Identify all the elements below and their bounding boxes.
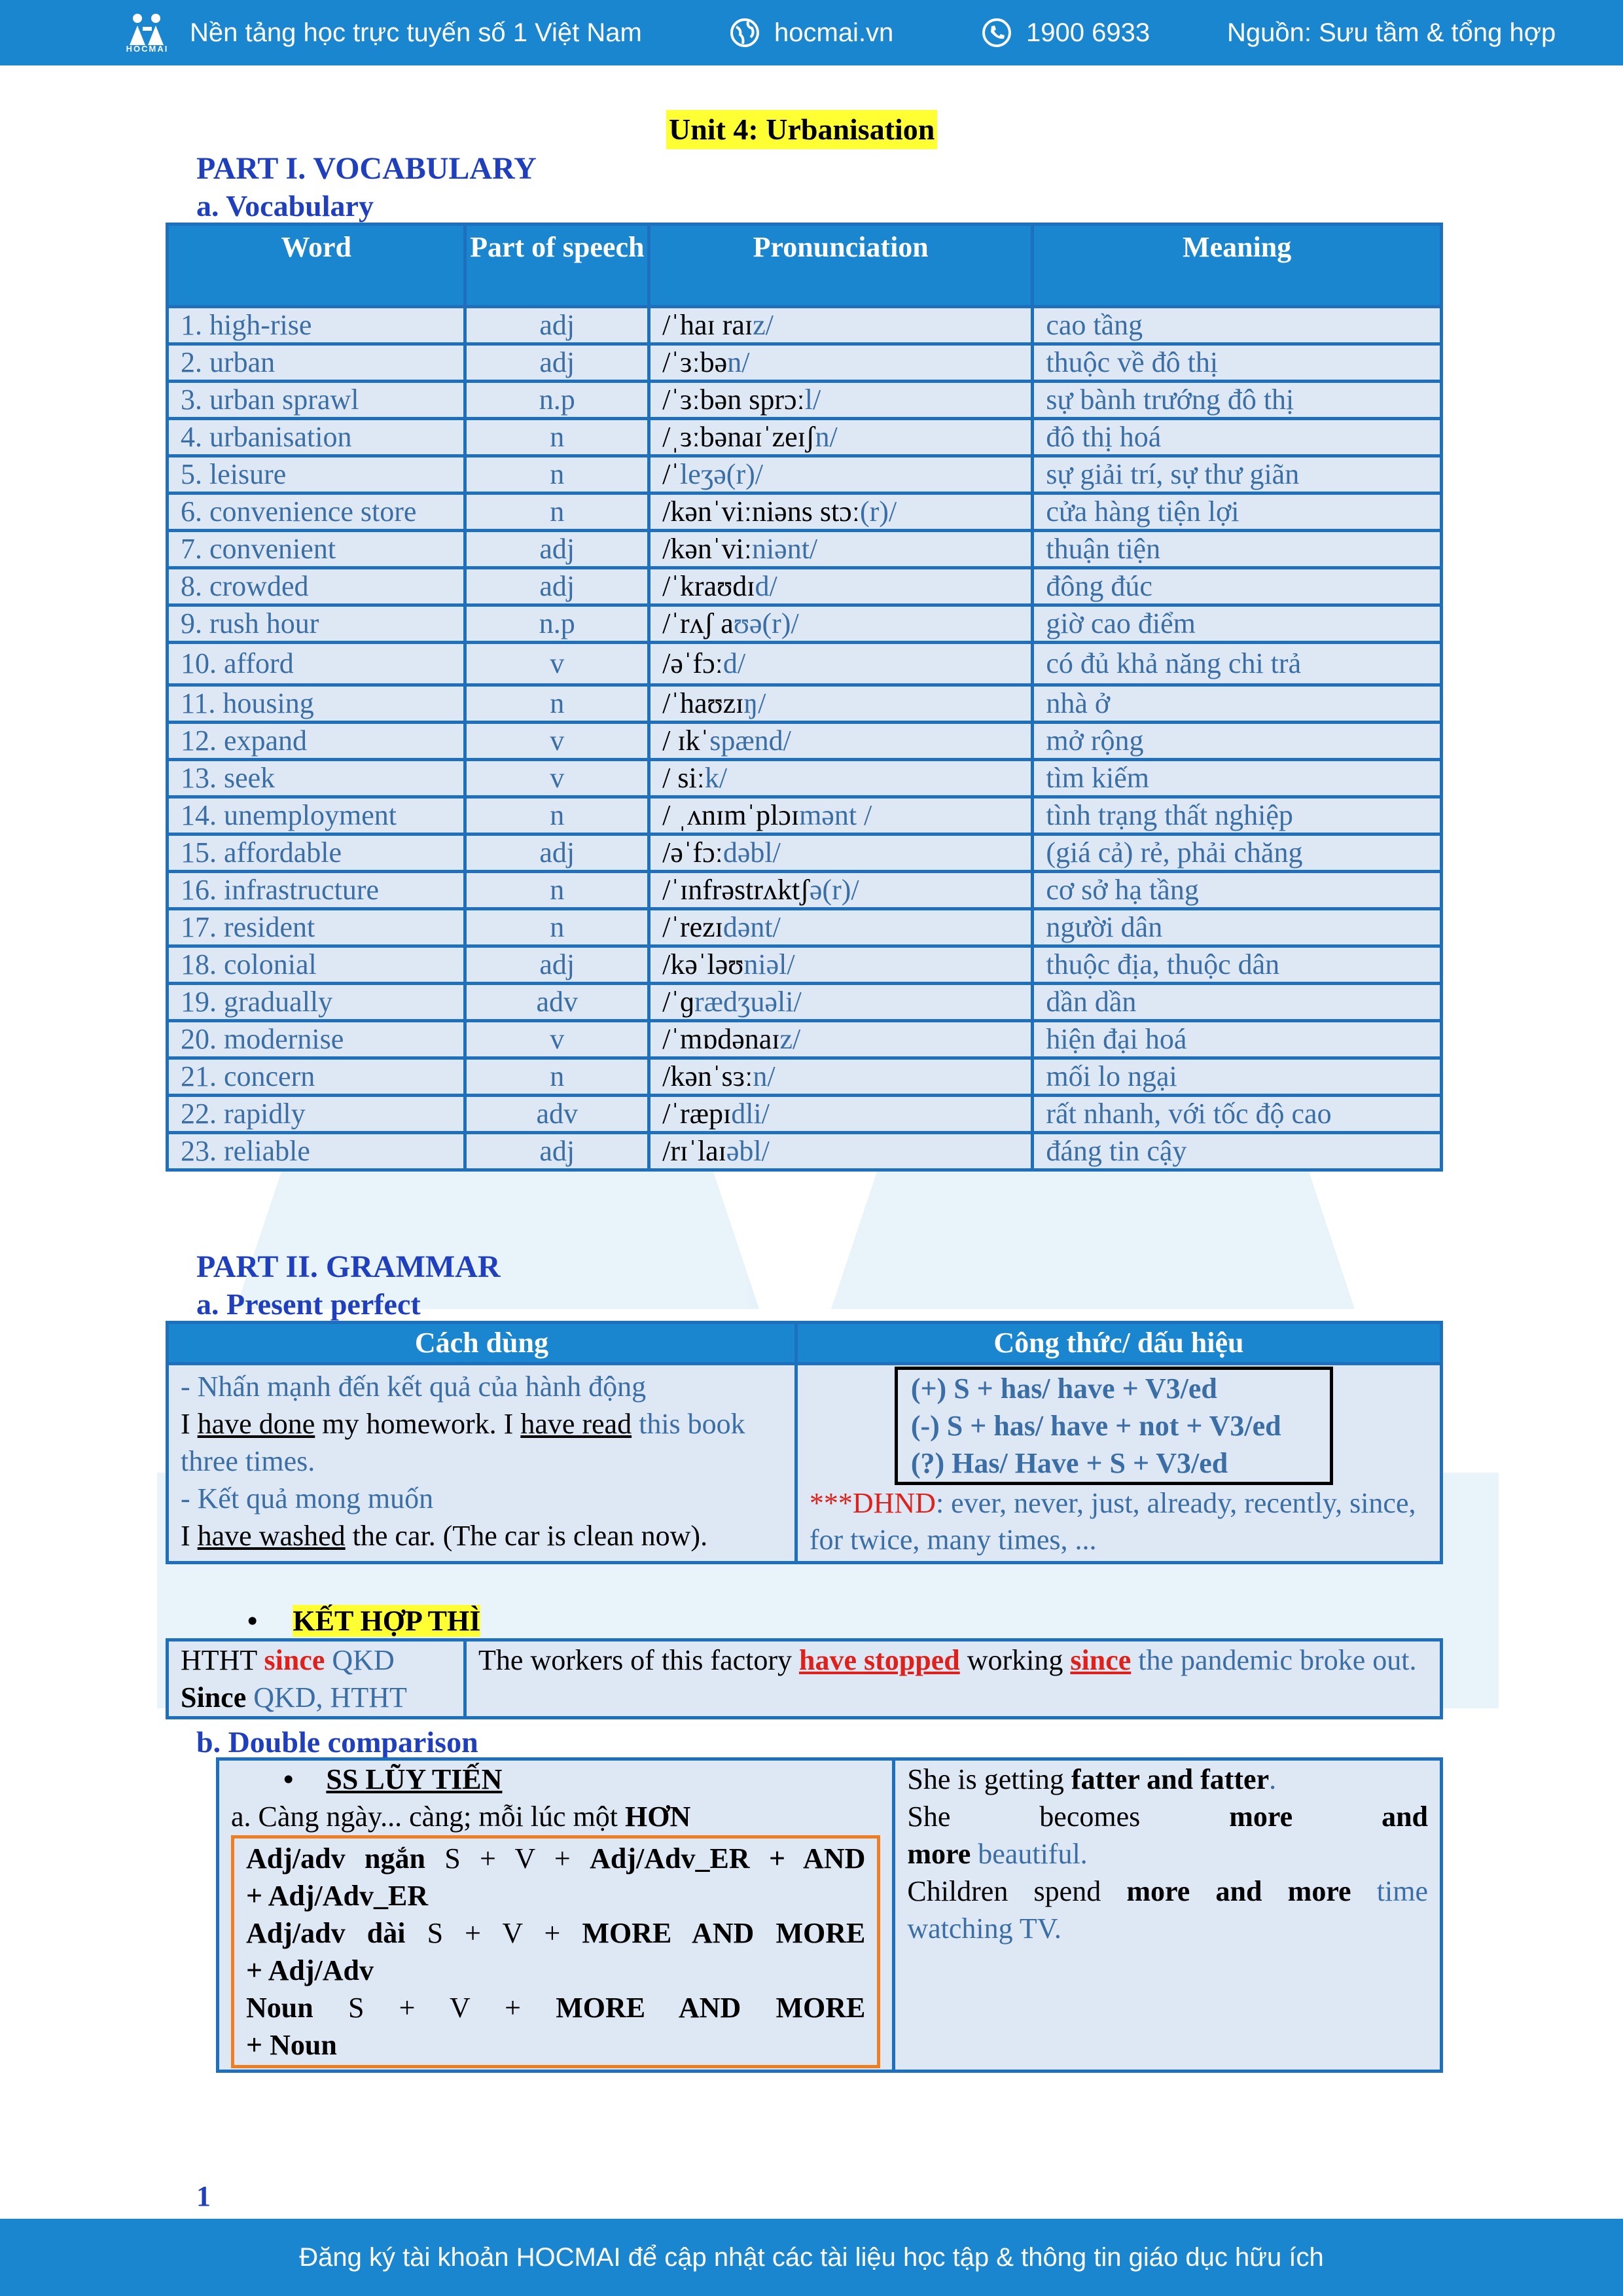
formula-text: S + V + — [405, 1917, 582, 1949]
combine-heading-text: KẾT HỢP THÌ — [293, 1605, 481, 1637]
meaning-cell: rất nhanh, với tốc độ cao — [1033, 1096, 1442, 1133]
meaning-cell: hiện đại hoá — [1033, 1021, 1442, 1058]
pronunciation-cell — [649, 605, 1033, 643]
pron-part: l/ — [804, 384, 821, 416]
combo-rule-2 — [181, 1679, 452, 1716]
combo-rule-1 — [181, 1641, 452, 1679]
meaning-cell: cửa hàng tiện lợi — [1033, 493, 1442, 531]
table-header-row — [168, 1323, 1442, 1364]
combo-rule-cell — [168, 1640, 465, 1718]
word-cell: 15. affordable — [168, 834, 465, 872]
ex-verb: have read — [520, 1408, 632, 1440]
formula-label: Noun — [246, 1992, 313, 2024]
word-cell: 6. convenience store — [168, 493, 465, 531]
table-row — [168, 797, 1442, 834]
table-row — [168, 1058, 1442, 1096]
pron-part: /kənˈsɜː — [662, 1060, 753, 1092]
rule-text: HTHT — [181, 1644, 264, 1676]
formula-question: (?) Has/ Have + S + V3/ed — [910, 1447, 1228, 1479]
word-cell: 13. seek — [168, 760, 465, 797]
word-cell: 2. urban — [168, 344, 465, 382]
pronunciation-cell — [649, 797, 1033, 834]
word-cell: 14. unemployment — [168, 797, 465, 834]
pron-part: /əˈfɔː — [662, 647, 723, 679]
top-banner — [0, 0, 1623, 65]
combo-example-cell — [465, 1640, 1442, 1718]
table-row — [168, 946, 1442, 984]
def-text: a. Càng ngày... càng; mỗi lúc một — [231, 1801, 626, 1833]
col-header-meaning: Meaning — [1033, 224, 1442, 307]
pos-cell: adj — [465, 307, 649, 344]
meaning-cell: có đủ khả năng chi trả — [1033, 643, 1442, 685]
pron-part: /ˈɪnfrəstrʌktʃ — [662, 874, 810, 906]
pron-part: mənt / — [799, 799, 872, 831]
word-cell: 9. rush hour — [168, 605, 465, 643]
spacer — [907, 1947, 1428, 2013]
globe-icon — [730, 18, 760, 48]
double-definition — [231, 1798, 880, 1835]
double-rule-heading — [231, 1761, 880, 1798]
pronunciation-cell — [649, 456, 1033, 493]
page-title: Unit 4: Urbanisation — [666, 110, 937, 149]
pron-part: /ˈmɒdənaɪ — [662, 1023, 780, 1055]
ex-verb: have stopped — [799, 1644, 960, 1676]
phone-number[interactable]: 1900 6933 — [1026, 18, 1150, 47]
meaning-cell: cao tầng — [1033, 307, 1442, 344]
def-keyword: HƠN — [625, 1801, 691, 1833]
word-cell: 12. expand — [168, 723, 465, 760]
pos-cell: n.p — [465, 605, 649, 643]
table-row — [168, 685, 1442, 723]
word-cell: 16. infrastructure — [168, 872, 465, 909]
pron-part: /ˈɜːbən sprɔː — [662, 384, 805, 416]
table-row — [168, 1364, 1442, 1563]
pron-part: /ˈrʌʃ a — [662, 607, 734, 639]
rule-keyword: since — [264, 1644, 325, 1676]
pron-part: ə(r)/ — [809, 874, 859, 906]
ex-keyword: more — [907, 1838, 971, 1870]
formula-keyword: MORE AND MORE — [556, 1992, 866, 2024]
formula-box — [895, 1367, 1333, 1485]
pron-part: spænd/ — [709, 725, 791, 757]
present-perfect-table — [166, 1321, 1443, 1564]
pron-part: z/ — [779, 1023, 801, 1055]
formula-label: Adj/adv dài — [246, 1917, 406, 1949]
col-header-word: Word — [168, 224, 465, 307]
pronunciation-cell — [649, 568, 1033, 605]
bullet-icon: • — [247, 1605, 258, 1637]
pronunciation-cell — [649, 984, 1033, 1021]
meaning-cell: người dân — [1033, 909, 1442, 946]
pos-cell: n — [465, 909, 649, 946]
table-row — [168, 531, 1442, 568]
word-cell: 1. high-rise — [168, 307, 465, 344]
header-source: Nguồn: Sưu tầm & tổng hợp — [1227, 18, 1556, 47]
pron-part: /ˌɜːbənaɪˈzeɪʃ — [662, 421, 815, 453]
ex-keyword: since — [1070, 1644, 1132, 1676]
pronunciation-cell — [649, 872, 1033, 909]
pron-part: /ˈhaɪ raɪ — [662, 309, 753, 341]
pron-part: /kəˈləʊ — [662, 948, 744, 980]
rule-keyword: Since — [181, 1681, 247, 1713]
word-cell: 4. urbanisation — [168, 419, 465, 456]
meaning-cell: đô thị hoá — [1033, 419, 1442, 456]
table-row — [168, 1096, 1442, 1133]
word-cell: 22. rapidly — [168, 1096, 465, 1133]
double-rule-heading-text: SS LŨY TIẾN — [326, 1763, 503, 1795]
pos-cell: n — [465, 797, 649, 834]
ex-text: my homework. I — [315, 1408, 521, 1440]
pron-part: leʒə(r)/ — [679, 458, 763, 490]
meaning-cell: đáng tin cậy — [1033, 1133, 1442, 1170]
example-2 — [181, 1517, 783, 1554]
table-header-row — [168, 224, 1442, 307]
ex-text: She is getting — [907, 1763, 1071, 1795]
pron-part: dli/ — [731, 1098, 770, 1130]
meaning-cell: nhà ở — [1033, 685, 1442, 723]
formula-continuation: + Adj/Adv_ER — [246, 1880, 429, 1912]
pos-cell: n — [465, 872, 649, 909]
col-header-usage: Cách dùng — [168, 1323, 796, 1364]
table-row — [168, 984, 1442, 1021]
pron-part: z/ — [753, 309, 774, 341]
pron-part: dənt/ — [722, 911, 781, 943]
pron-part: / siː — [662, 762, 705, 794]
part2-subheading: a. Present perfect — [196, 1287, 421, 1321]
part2-heading: PART II. GRAMMAR — [196, 1249, 501, 1284]
formula-negative: (-) S + has/ have + not + V3/ed — [910, 1410, 1281, 1442]
pos-cell: n — [465, 456, 649, 493]
header-phone[interactable] — [982, 0, 1150, 65]
table-row — [218, 1759, 1442, 2072]
pron-part: /ˈrezɪ — [662, 911, 723, 943]
word-cell: 21. concern — [168, 1058, 465, 1096]
pos-cell: v — [465, 1021, 649, 1058]
meaning-cell: thuộc về đô thị — [1033, 344, 1442, 382]
hocmai-logo[interactable] — [118, 0, 177, 65]
example-1 — [181, 1405, 783, 1480]
vocabulary-table — [166, 223, 1443, 1172]
meaning-cell: giờ cao điểm — [1033, 605, 1442, 643]
word-cell: 10. afford — [168, 643, 465, 685]
formula-long-adj — [246, 1914, 865, 1952]
table-row — [168, 568, 1442, 605]
pron-part: /rɪˈlaɪ — [662, 1135, 726, 1167]
pos-cell: adv — [465, 1096, 649, 1133]
pronunciation-cell — [649, 946, 1033, 984]
signal-label: ***DHND — [809, 1487, 936, 1519]
rule-text: QKD, HTHT — [246, 1681, 407, 1713]
pronunciation-cell — [649, 531, 1033, 568]
word-cell: 20. modernise — [168, 1021, 465, 1058]
pos-cell: v — [465, 643, 649, 685]
ex-text: Children spend — [907, 1875, 1127, 1907]
meaning-cell: đông đúc — [1033, 568, 1442, 605]
table-row — [168, 909, 1442, 946]
pron-part: /ˈɜːbə — [662, 346, 728, 378]
ex-text: the car. (The car is clean now). — [345, 1520, 708, 1552]
formula-noun — [246, 1989, 865, 2026]
pos-cell: n — [465, 493, 649, 531]
meaning-cell: mối lo ngại — [1033, 1058, 1442, 1096]
pron-part: /ˈhaʊzɪ — [662, 687, 744, 719]
pos-cell: adv — [465, 984, 649, 1021]
word-cell: 5. leisure — [168, 456, 465, 493]
word-cell: 19. gradually — [168, 984, 465, 1021]
pron-part: n/ — [753, 1060, 776, 1092]
table-row — [168, 834, 1442, 872]
word-cell: 7. convenient — [168, 531, 465, 568]
pos-cell: n — [465, 419, 649, 456]
formula-keyword: MORE AND MORE — [582, 1917, 866, 1949]
ex-keyword: more and more — [1126, 1875, 1351, 1907]
pos-cell: adj — [465, 568, 649, 605]
col-header-formula: Công thức/ dấu hiệu — [796, 1323, 1441, 1364]
double-example-cell — [894, 1759, 1442, 2072]
pron-part: /ˈ — [662, 458, 680, 490]
pron-part: ŋ/ — [743, 687, 766, 719]
formula-positive: (+) S + has/ have + V3/ed — [910, 1372, 1217, 1405]
pronunciation-cell — [649, 643, 1033, 685]
word-cell: 23. reliable — [168, 1133, 465, 1170]
site-link[interactable]: hocmai.vn — [774, 18, 894, 47]
table-row — [168, 605, 1442, 643]
meaning-cell: sự bành trướng đô thị — [1033, 382, 1442, 419]
pron-part: d/ — [722, 647, 746, 679]
signal-words — [810, 1485, 1428, 1558]
meaning-cell: thuận tiện — [1033, 531, 1442, 568]
vocabulary-rows — [168, 307, 1442, 1170]
pron-part: /kənˈviː — [662, 533, 752, 565]
pronunciation-cell — [649, 419, 1033, 456]
formula-continuation: + Noun — [246, 2029, 337, 2061]
meaning-cell: (giá cả) rẻ, phải chăng — [1033, 834, 1442, 872]
double-example-2-cont — [907, 1835, 1428, 1873]
pronunciation-cell — [649, 834, 1033, 872]
pron-part: /kənˈviːniəns stɔː — [662, 495, 860, 528]
double-rule-cell — [218, 1759, 894, 2072]
pos-cell: n.p — [465, 382, 649, 419]
ex-text: this book three times. — [181, 1408, 745, 1477]
pron-part: dəbl/ — [722, 836, 781, 869]
ex-text: I — [181, 1520, 198, 1552]
meaning-cell: thuộc địa, thuộc dân — [1033, 946, 1442, 984]
pron-part: / ˌʌnɪmˈplɔɪ — [662, 799, 800, 831]
pron-part: /əˈfɔː — [662, 836, 723, 869]
table-row — [168, 1133, 1442, 1170]
usage-2: - Kết quả mong muốn — [181, 1482, 434, 1515]
table-row — [168, 1640, 1442, 1718]
pos-cell: adj — [465, 946, 649, 984]
logo-text: HOCMAI — [126, 43, 169, 54]
pos-cell: v — [465, 723, 649, 760]
footer-text[interactable]: Đăng ký tài khoản HOCMAI để cập nhật các tài liệu học tập & thông tin giáo dục hữu ích — [299, 2242, 1324, 2272]
part1-heading: PART I. VOCABULARY — [196, 151, 537, 186]
ex-verb: have washed — [197, 1520, 346, 1552]
combine-heading — [247, 1603, 480, 1640]
meaning-cell: tìm kiếm — [1033, 760, 1442, 797]
page-number: 1 — [196, 2180, 211, 2212]
pronunciation-cell — [649, 1096, 1033, 1133]
bullet-icon: • — [283, 1763, 294, 1795]
ex-text: time watching TV. — [907, 1875, 1428, 1945]
phone-icon — [982, 18, 1012, 48]
word-cell: 17. resident — [168, 909, 465, 946]
table-row — [168, 493, 1442, 531]
ex-verb: have done — [197, 1408, 315, 1440]
pron-part: niəl/ — [743, 948, 795, 980]
table-row — [168, 456, 1442, 493]
pronunciation-cell — [649, 685, 1033, 723]
pron-part: /ˈɡ — [662, 986, 694, 1018]
pron-part: / ɪkˈ — [662, 725, 710, 757]
formula-short-adj — [246, 1840, 865, 1877]
word-cell: 11. housing — [168, 685, 465, 723]
pronunciation-cell — [649, 723, 1033, 760]
double-example-3 — [907, 1873, 1428, 1947]
ex-keyword: fatter and fatter — [1071, 1763, 1270, 1795]
double-comparison-table — [216, 1757, 1443, 2073]
pronunciation-cell — [649, 909, 1033, 946]
pronunciation-cell — [649, 493, 1033, 531]
table-row — [168, 344, 1442, 382]
ex-text: I — [181, 1408, 198, 1440]
footer-banner[interactable] — [0, 2219, 1623, 2296]
pos-cell: adj — [465, 834, 649, 872]
formula-cell — [796, 1364, 1441, 1563]
pron-part: /ˈkraʊdɪ — [662, 570, 755, 602]
ex-text: the pandemic broke out. — [1131, 1644, 1417, 1676]
pos-cell: adj — [465, 1133, 649, 1170]
table-row — [168, 382, 1442, 419]
signal-text: : ever, never, just, already, recently, since, for twice, many times, ... — [809, 1487, 1416, 1556]
formula-keyword: Adj/Adv_ER + AND — [590, 1842, 866, 1874]
hocmai-logo-icon — [124, 12, 170, 46]
pronunciation-cell — [649, 1021, 1033, 1058]
pronunciation-cell — [649, 344, 1033, 382]
word-cell: 18. colonial — [168, 946, 465, 984]
pron-part: k/ — [704, 762, 728, 794]
usage-cell — [168, 1364, 796, 1563]
table-row — [168, 872, 1442, 909]
pos-cell: adj — [465, 531, 649, 568]
ex-text: The workers of this factory — [478, 1644, 799, 1676]
pron-part: ʊə(r)/ — [733, 607, 799, 639]
pos-cell: n — [465, 685, 649, 723]
meaning-cell: mở rộng — [1033, 723, 1442, 760]
meaning-cell: dần dần — [1033, 984, 1442, 1021]
pron-part: n/ — [815, 421, 838, 453]
meaning-cell: cơ sở hạ tầng — [1033, 872, 1442, 909]
rule-text: QKD — [325, 1644, 395, 1676]
pron-part: rædʒuəli/ — [694, 986, 802, 1018]
double-formula-box — [231, 1835, 880, 2068]
table-row — [168, 643, 1442, 685]
pronunciation-cell — [649, 1133, 1033, 1170]
formula-continuation: + Adj/Adv — [246, 1954, 374, 1986]
table-row — [168, 1021, 1442, 1058]
pron-part: d/ — [755, 570, 777, 602]
pron-part: əbl/ — [726, 1135, 770, 1167]
part1-subheading: a. Vocabulary — [196, 189, 374, 223]
pronunciation-cell — [649, 1058, 1033, 1096]
table-row — [168, 723, 1442, 760]
double-example-1 — [907, 1761, 1428, 1798]
table-row — [168, 760, 1442, 797]
table-row — [168, 307, 1442, 344]
pron-part: (r)/ — [859, 495, 897, 528]
tense-combination-table — [166, 1638, 1443, 1719]
formula-label: Adj/adv ngắn — [246, 1842, 425, 1874]
col-header-pos: Part of speech — [465, 224, 649, 307]
ex-text: . — [1269, 1763, 1277, 1795]
double-example-2 — [907, 1798, 1428, 1835]
pronunciation-cell — [649, 307, 1033, 344]
ex-text: beautiful. — [971, 1838, 1088, 1870]
pronunciation-cell — [649, 382, 1033, 419]
table-row — [168, 419, 1442, 456]
pron-part: niənt/ — [751, 533, 818, 565]
header-site[interactable] — [730, 0, 893, 65]
pronunciation-cell — [649, 760, 1033, 797]
pos-cell: adj — [465, 344, 649, 382]
ex-text: She becomes — [907, 1801, 1230, 1833]
pos-cell: v — [465, 760, 649, 797]
meaning-cell: tình trạng thất nghiệp — [1033, 797, 1442, 834]
col-header-pronunciation: Pronunciation — [649, 224, 1033, 307]
pos-cell: n — [465, 1058, 649, 1096]
word-cell: 3. urban sprawl — [168, 382, 465, 419]
formula-text: S + V + — [313, 1992, 556, 2024]
ex-text: working — [959, 1644, 1071, 1676]
pron-part: /ˈræpɪ — [662, 1098, 732, 1130]
meaning-cell: sự giải trí, sự thư giãn — [1033, 456, 1442, 493]
ex-keyword: more and — [1229, 1801, 1429, 1833]
formula-text: S + V + — [425, 1842, 590, 1874]
usage-1: - Nhấn mạnh đến kết quả của hành động — [181, 1371, 647, 1403]
word-cell: 8. crowded — [168, 568, 465, 605]
pron-part: n/ — [727, 346, 750, 378]
header-slogan: Nền tảng học trực tuyến số 1 Việt Nam — [190, 18, 642, 47]
double-comparison-heading: b. Double comparison — [196, 1725, 478, 1759]
